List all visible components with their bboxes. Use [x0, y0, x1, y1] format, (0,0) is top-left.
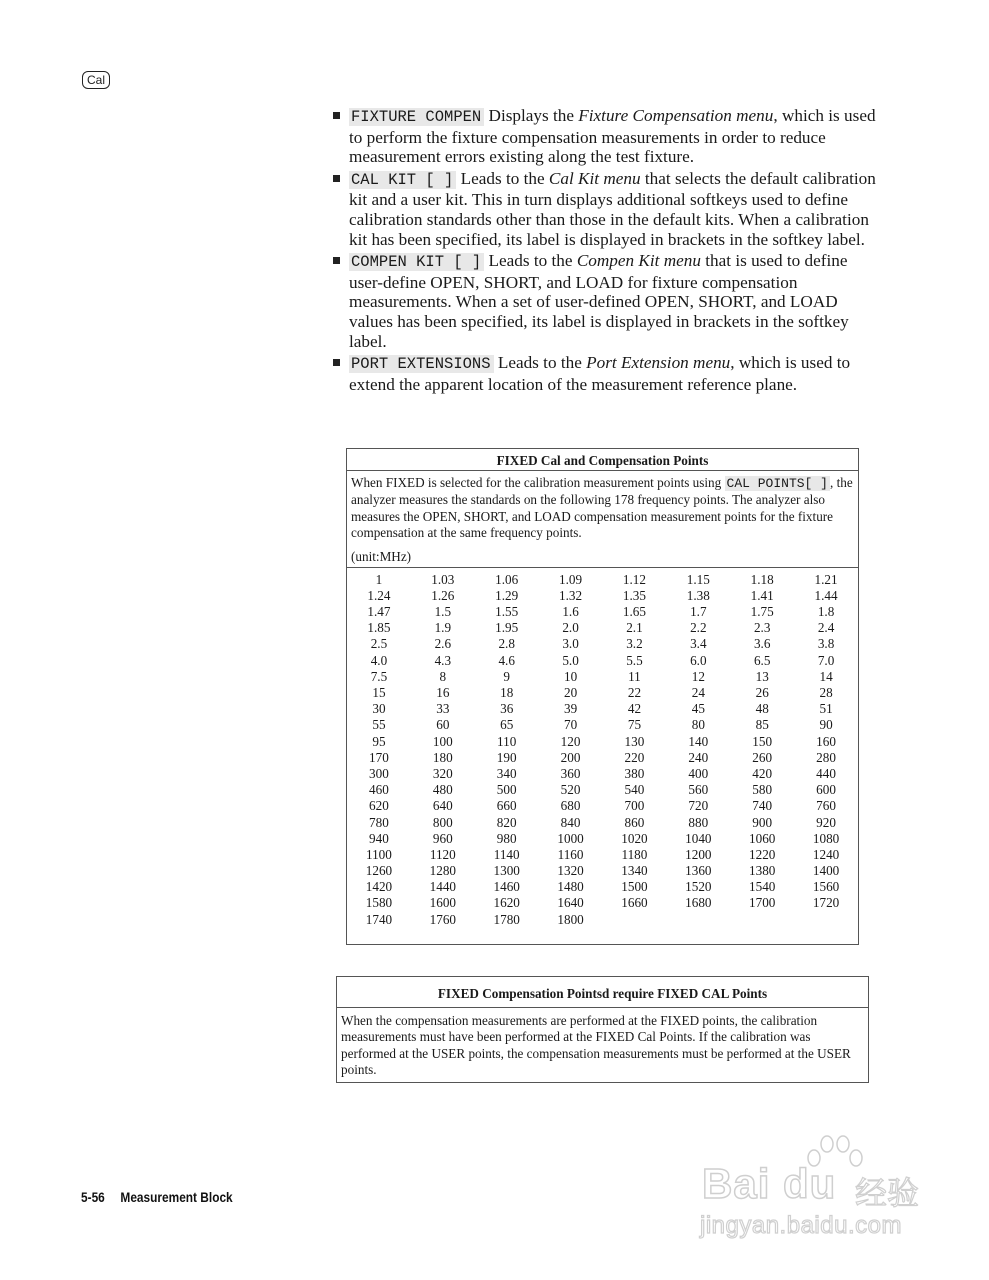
table-cell: 620 — [369, 798, 389, 814]
table-cell: 1360 — [685, 863, 712, 879]
softkey-label: COMPEN KIT [ ] — [349, 253, 484, 271]
table-cell: 1.26 — [431, 587, 455, 603]
note-box — [336, 976, 869, 1083]
intro-text: When FIXED is selected for the calibration measurement points using — [351, 475, 725, 490]
table-cell: 55 — [372, 717, 386, 733]
table-cell: 190 — [496, 749, 517, 765]
table-cell: 920 — [816, 814, 836, 830]
softkey-label: CAL KIT [ ] — [349, 171, 456, 189]
section-title: Measurement Block — [120, 1190, 233, 1205]
table-cell: 1460 — [493, 879, 520, 895]
table-cell: 70 — [563, 717, 578, 733]
table-row — [347, 669, 858, 685]
table-row — [347, 701, 858, 717]
table-row — [347, 734, 858, 750]
table-cell: 39 — [563, 701, 578, 717]
table-cell: 1600 — [429, 895, 456, 911]
table-cell: 1560 — [812, 879, 840, 895]
watermark-brand: Bai du — [702, 1160, 837, 1207]
table-cell: 500 — [496, 782, 517, 798]
table-cell: 1260 — [365, 863, 393, 879]
table-cell: 3.2 — [626, 636, 643, 652]
table-cell: 380 — [624, 765, 645, 781]
table-cell: 820 — [496, 814, 517, 830]
table-cell: 36 — [500, 701, 514, 717]
fixed-cal-points-table — [346, 448, 859, 945]
table-cell: 340 — [496, 765, 517, 781]
table-cell: 1580 — [365, 895, 393, 911]
table-cell: 4.0 — [370, 652, 388, 668]
table-row — [347, 782, 858, 798]
table-cell: 1.15 — [686, 571, 710, 587]
table-cell: 11 — [628, 668, 641, 684]
menu-name: Compen Kit menu — [576, 251, 701, 271]
softkey-label: FIXTURE COMPEN — [349, 108, 484, 126]
table-cell: 940 — [369, 830, 389, 846]
softkey-list — [332, 106, 877, 396]
table-row — [347, 620, 858, 636]
table-cell: 1160 — [557, 846, 584, 862]
watermark-brand-cn: 经验 — [855, 1175, 920, 1211]
table-cell: 900 — [752, 814, 773, 830]
table-cell: 60 — [436, 717, 450, 733]
table-cell: 420 — [752, 765, 773, 781]
softkey-label: PORT EXTENSIONS — [349, 355, 494, 373]
table-cell: 140 — [688, 733, 709, 749]
table-cell: 1400 — [812, 863, 840, 879]
table-cell: 520 — [560, 782, 581, 798]
table-row — [347, 798, 858, 814]
table-cell: 1680 — [685, 895, 712, 911]
table-cell: 1380 — [749, 863, 776, 879]
table-cell: 24 — [691, 685, 705, 701]
table-cell: 1020 — [621, 830, 648, 846]
table-cell: 80 — [691, 717, 705, 733]
table-row — [347, 572, 858, 588]
table-cell: 1.9 — [434, 620, 452, 636]
description-text: , which is used to extend the apparent location of the measurement reference plane. — [349, 353, 851, 394]
cal-points-softkey: CAL POINTS[ ] — [726, 476, 828, 491]
table-cell: 880 — [688, 814, 709, 830]
table-cell: 13 — [755, 668, 769, 684]
table-cell — [666, 912, 730, 928]
table-cell: 1.47 — [367, 604, 391, 620]
table-cell: 28 — [819, 685, 833, 701]
table-cell: 33 — [436, 701, 450, 717]
table-cell: 480 — [432, 782, 453, 798]
table-cell: 1740 — [365, 911, 393, 927]
table-cell: 1440 — [429, 879, 456, 895]
table-cell: 1.29 — [495, 587, 519, 603]
table-cell: 1.12 — [622, 571, 646, 587]
menu-name: Fixture Compensation menu — [578, 106, 774, 125]
softkey-item — [332, 106, 877, 167]
table-cell: 170 — [369, 749, 389, 765]
table-cell: 1.55 — [495, 604, 519, 620]
table-cell: 1.95 — [495, 620, 519, 636]
table-cell: 780 — [369, 814, 389, 830]
table-cell: 240 — [688, 749, 709, 765]
table-cell: 65 — [500, 717, 514, 733]
table-cell: 760 — [816, 798, 836, 814]
intro-text-cont: , the analyzer measures the standards on the following 178 frequency points. The analyzer also measures the OPEN, SHORT, and LOAD compensation measurement points for the fixture compensation at the same frequency points. — [351, 475, 853, 541]
table-cell: 51 — [819, 701, 833, 717]
table-cell: 1.44 — [814, 587, 838, 603]
table-cell: 1500 — [621, 879, 648, 895]
table-row — [347, 766, 858, 782]
table-cell — [603, 912, 667, 928]
table-cell: 1140 — [493, 846, 520, 862]
table-cell: 980 — [496, 830, 517, 846]
table-cell: 2.8 — [498, 636, 515, 652]
table-cell: 1.7 — [690, 604, 707, 620]
table-cell: 15 — [372, 685, 386, 701]
table-cell: 7.0 — [817, 652, 835, 668]
table-cell: 1.35 — [622, 587, 646, 603]
table-row — [347, 879, 858, 895]
table-cell: 2.5 — [370, 636, 388, 652]
table-cell — [730, 912, 794, 928]
table-cell: 700 — [624, 798, 645, 814]
table-cell: 160 — [816, 733, 836, 749]
table-cell: 1640 — [557, 895, 584, 911]
table-cell: 1.8 — [817, 604, 835, 620]
description-text: Leads to the — [484, 251, 577, 271]
table-cell: 260 — [752, 749, 773, 765]
table-cell: 200 — [560, 749, 581, 765]
table-cell: 1.5 — [434, 604, 452, 620]
cal-key-icon: Cal — [82, 71, 110, 89]
baidu-watermark — [700, 1132, 940, 1242]
frequency-points — [347, 572, 858, 928]
table-cell: 740 — [752, 798, 773, 814]
table-cell: 3.8 — [817, 636, 835, 652]
table-cell: 360 — [560, 765, 581, 781]
table-cell: 5.0 — [562, 652, 579, 668]
table-cell: 2.0 — [562, 620, 579, 636]
table-cell: 90 — [819, 717, 833, 733]
note-body: When the compensation measurements are performed at the FIXED points, the calibration measurements must have been performed at the FIXED Cal Points. If the calibration was performed at the USER points, the compensation measurements must be performed at the USER points. — [341, 1013, 851, 1078]
table-row — [347, 685, 858, 701]
table-cell: 5.5 — [626, 652, 643, 668]
table-cell: 660 — [496, 798, 517, 814]
table-cell: 1.41 — [750, 587, 774, 603]
table-cell: 4.3 — [434, 652, 452, 668]
table-cell: 30 — [372, 701, 386, 717]
table-cell: 1220 — [749, 846, 776, 862]
bullet-square-icon — [333, 257, 340, 264]
table-cell: 75 — [627, 717, 642, 733]
table-cell: 20 — [563, 685, 578, 701]
table-row — [347, 717, 858, 733]
table-cell: 1.21 — [814, 571, 838, 587]
table-cell: 110 — [497, 733, 517, 749]
unit-label: (unit:MHz) — [351, 548, 412, 564]
table-intro — [347, 471, 858, 546]
table-cell: 960 — [432, 830, 453, 846]
table-cell: 220 — [624, 749, 645, 765]
table-cell: 2.6 — [434, 636, 452, 652]
table-cell: 1620 — [493, 895, 520, 911]
bullet-square-icon — [333, 112, 340, 119]
table-cell: 26 — [755, 685, 769, 701]
table-cell: 1.38 — [686, 587, 710, 603]
table-cell: 640 — [432, 798, 453, 814]
description-text: , which is used to perform the fixture compensation measurements in order to reduce measurement errors existing along the test fixture. — [349, 106, 876, 167]
table-row — [347, 895, 858, 911]
table-cell: 1120 — [429, 846, 456, 862]
softkey-item — [332, 353, 877, 394]
table-cell: 1.24 — [367, 587, 391, 603]
table-cell: 8 — [439, 668, 447, 684]
table-cell: 1040 — [685, 830, 712, 846]
table-cell: 1100 — [365, 846, 392, 862]
menu-name: Cal Kit menu — [548, 168, 641, 188]
table-cell: 1.65 — [622, 604, 646, 620]
note-title: FIXED Compensation Pointsd require FIXED CAL Points — [337, 977, 868, 1008]
table-cell: 400 — [688, 765, 709, 781]
table-cell: 860 — [624, 814, 645, 830]
table-cell: 680 — [560, 798, 581, 814]
table-cell: 1780 — [493, 911, 520, 927]
watermark-url: jingyan.baidu.com — [700, 1212, 902, 1239]
table-cell: 1060 — [749, 830, 776, 846]
table-cell: 280 — [816, 749, 836, 765]
table-row — [347, 847, 858, 863]
page-footer — [81, 1190, 233, 1205]
table-cell: 120 — [560, 733, 581, 749]
table-cell: 1200 — [685, 846, 712, 862]
table-cell: 2.4 — [817, 620, 835, 636]
page-number: 5-56 — [81, 1190, 105, 1205]
table-cell: 300 — [369, 765, 389, 781]
table-cell: 1760 — [429, 911, 456, 927]
table-cell: 1520 — [685, 879, 712, 895]
table-cell: 1.06 — [495, 571, 519, 587]
table-cell: 540 — [624, 782, 645, 798]
table-cell: 42 — [627, 701, 642, 717]
table-cell: 1.85 — [367, 620, 391, 636]
table-cell: 1180 — [621, 846, 648, 862]
table-cell: 560 — [688, 782, 709, 798]
table-cell: 1700 — [749, 895, 776, 911]
table-row — [347, 604, 858, 620]
table-cell: 1240 — [812, 846, 840, 862]
table-row — [347, 588, 858, 604]
table-cell: 1 — [375, 571, 383, 587]
table-cell: 1340 — [621, 863, 648, 879]
description-text: Leads to the — [456, 168, 549, 188]
table-cell: 1480 — [557, 879, 584, 895]
menu-name: Port Extension menu — [586, 353, 731, 373]
table-cell: 3.6 — [753, 636, 771, 652]
table-cell: 3.0 — [562, 636, 579, 652]
table-cell: 3.4 — [690, 636, 707, 652]
table-cell: 2.2 — [690, 620, 707, 636]
table-cell: 6.5 — [753, 652, 771, 668]
table-cell: 1.03 — [431, 571, 455, 587]
table-cell: 95 — [372, 733, 386, 749]
table-row — [347, 863, 858, 879]
table-cell: 12 — [691, 668, 705, 684]
description-text: that is used to define user-define OPEN, SHORT, and LOAD for fixture compensation measurements. When a set of user-defined OPEN, SHORT, and LOAD values has been specified, its label is displayed in brackets in the softkey label. — [349, 251, 849, 351]
softkey-item — [332, 169, 877, 249]
description-text: that selects the default calibration kit and a user kit. This in turn displays additional softkeys used to define calibration standards other than those in the default kits. When a calibration kit has been specified, its label is displayed in brackets in the softkey label. — [349, 168, 876, 249]
table-cell: 100 — [432, 733, 453, 749]
table-cell: 130 — [624, 733, 645, 749]
table-cell: 1300 — [493, 863, 520, 879]
table-cell: 1.09 — [559, 571, 583, 587]
table-cell: 580 — [752, 782, 773, 798]
table-cell: 1720 — [812, 895, 840, 911]
table-cell: 4.6 — [498, 652, 515, 668]
table-cell: 1.6 — [562, 604, 579, 620]
table-cell: 22 — [627, 685, 642, 701]
table-cell — [794, 912, 858, 928]
table-cell: 1080 — [812, 830, 840, 846]
table-cell: 150 — [752, 733, 773, 749]
description-text: Displays the — [484, 106, 579, 125]
table-cell: 720 — [688, 798, 709, 814]
table-cell: 7.5 — [370, 668, 388, 684]
table-cell: 45 — [691, 701, 705, 717]
table-cell: 16 — [436, 685, 450, 701]
table-row — [347, 653, 858, 669]
table-cell: 6.0 — [690, 652, 707, 668]
table-cell: 1420 — [365, 879, 393, 895]
table-row — [347, 814, 858, 830]
table-cell: 840 — [560, 814, 581, 830]
table-cell: 800 — [432, 814, 453, 830]
table-cell: 1320 — [557, 863, 584, 879]
table-row — [347, 912, 858, 928]
bullet-square-icon — [333, 359, 340, 366]
points-grid — [347, 567, 858, 928]
table-title: FIXED Cal and Compensation Points — [347, 449, 858, 471]
table-cell: 460 — [369, 782, 389, 798]
table-cell: 48 — [755, 701, 769, 717]
description-text: Leads to the — [493, 353, 587, 373]
table-row — [347, 750, 858, 766]
table-cell: 1000 — [557, 830, 584, 846]
table-cell: 10 — [563, 668, 578, 684]
table-cell: 320 — [432, 765, 453, 781]
table-cell: 440 — [816, 765, 836, 781]
table-cell: 1.18 — [750, 571, 774, 587]
table-cell: 9 — [503, 668, 510, 684]
table-cell: 2.3 — [753, 620, 771, 636]
table-cell: 2.1 — [626, 620, 643, 636]
table-cell: 1.32 — [559, 587, 583, 603]
table-cell: 1540 — [749, 879, 776, 895]
table-cell: 85 — [755, 717, 769, 733]
table-cell: 1280 — [429, 863, 456, 879]
table-row — [347, 636, 858, 652]
bullet-square-icon — [333, 175, 340, 182]
table-cell: 18 — [500, 685, 514, 701]
softkey-item — [332, 251, 877, 351]
table-cell: 600 — [816, 782, 836, 798]
table-row — [347, 831, 858, 847]
table-cell: 14 — [819, 668, 833, 684]
table-cell: 1.75 — [750, 604, 774, 620]
table-cell: 180 — [432, 749, 453, 765]
table-cell: 1800 — [557, 911, 584, 927]
table-cell: 1660 — [621, 895, 648, 911]
